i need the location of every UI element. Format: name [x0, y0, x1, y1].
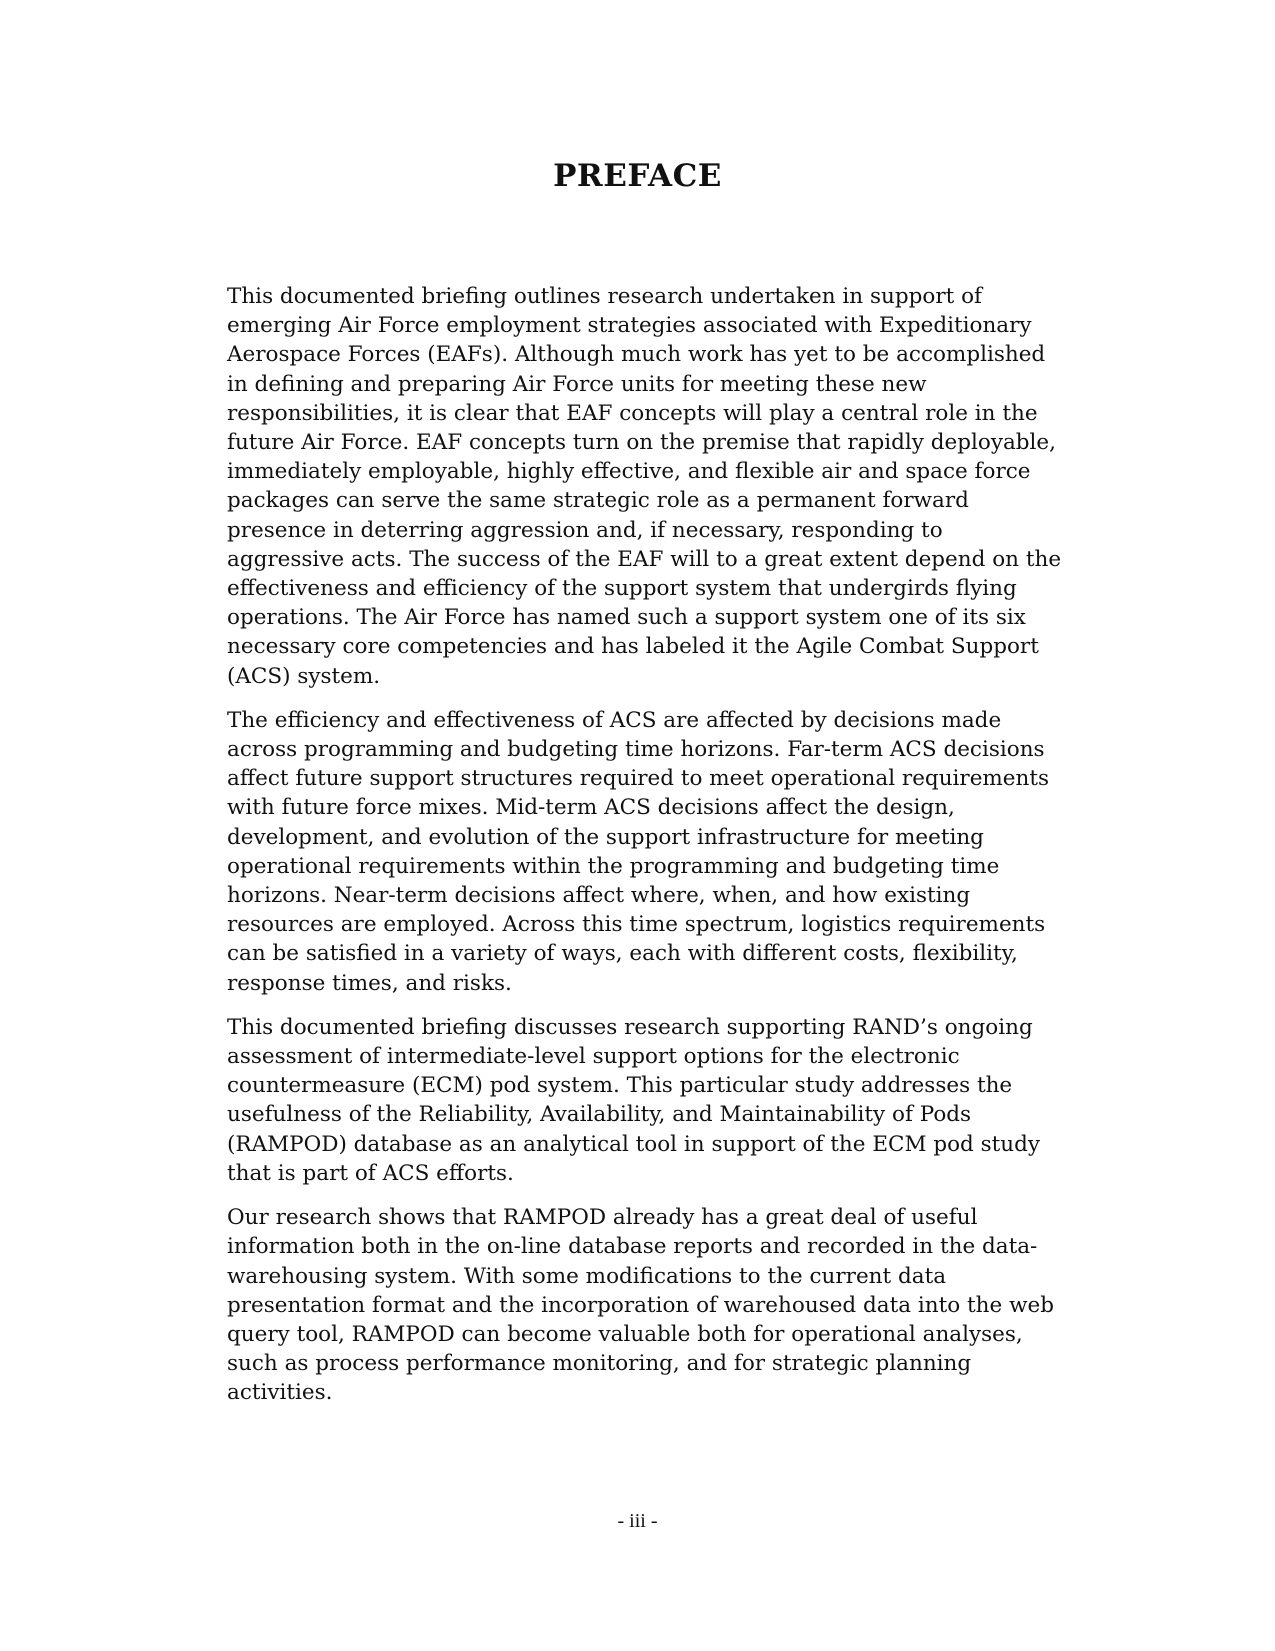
paragraph-4: Our research shows that RAMPOD already has a great deal of useful information both in the on-line database reports and recorded in the data-warehousing system. With some modifications to the current data presentation format and the incorporation of warehoused data into the web query tool, RAMPOD can become valuable both for operational analyses, such as process performance monitoring, and for strategic planning activities. — [227, 1205, 1054, 1406]
paragraph-1: This documented briefing outlines research undertaken in support of emerging Air Force employment strategies associated with Expeditionary Aerospace Forces (EAFs). Although much work has yet to be accomplished in defining and preparing Air Force units for meeting these new responsibilities, it is clear that EAF concepts will play a central role in the future Air Force. EAF concepts turn on the premise that rapidly deployable, immediately employable, highly effective, and flexible air and space force packages can serve the same strategic role as a permanent forward presence in deterring aggression and, if necessary, responding to aggressive acts. The success of the EAF will to a great extent depend on the effectiveness and efficiency of the support system that undergirds flying operations. The Air Force has named such a support system one of its six necessary core competencies and has labeled it the Agile Combat Support (ACS) system. — [227, 284, 1062, 689]
page-number: - iii - — [617, 1510, 658, 1532]
page-title: PREFACE — [553, 158, 722, 194]
paragraph-2: The efficiency and effectiveness of ACS are affected by decisions made across programming and budgeting time horizons. Far-term ACS decisions affect future support structures required to meet operational requirements with future force mixes. Mid-term ACS decisions affect the design, development, and evolution of the support infrastructure for meeting operational requirements within the programming and budgeting time horizons. Near-term decisions affect where, when, and how existing resources are employed. Across this time spectrum, logistics requirements can be satisfied in a variety of ways, each with different costs, flexibility, response times, and risks. — [227, 707, 1050, 996]
paragraph-3: This documented briefing discusses research supporting RAND’s ongoing assessment of intermediate-level support options for the electronic countermeasure (ECM) pod system. This particular study addresses the usefulness of the Reliability, Availability, and Maintainability of Pods (RAMPOD) database as an analytical tool in support of the ECM pod study that is part of ACS efforts. — [227, 1014, 1041, 1186]
preface-body — [227, 282, 1062, 1423]
